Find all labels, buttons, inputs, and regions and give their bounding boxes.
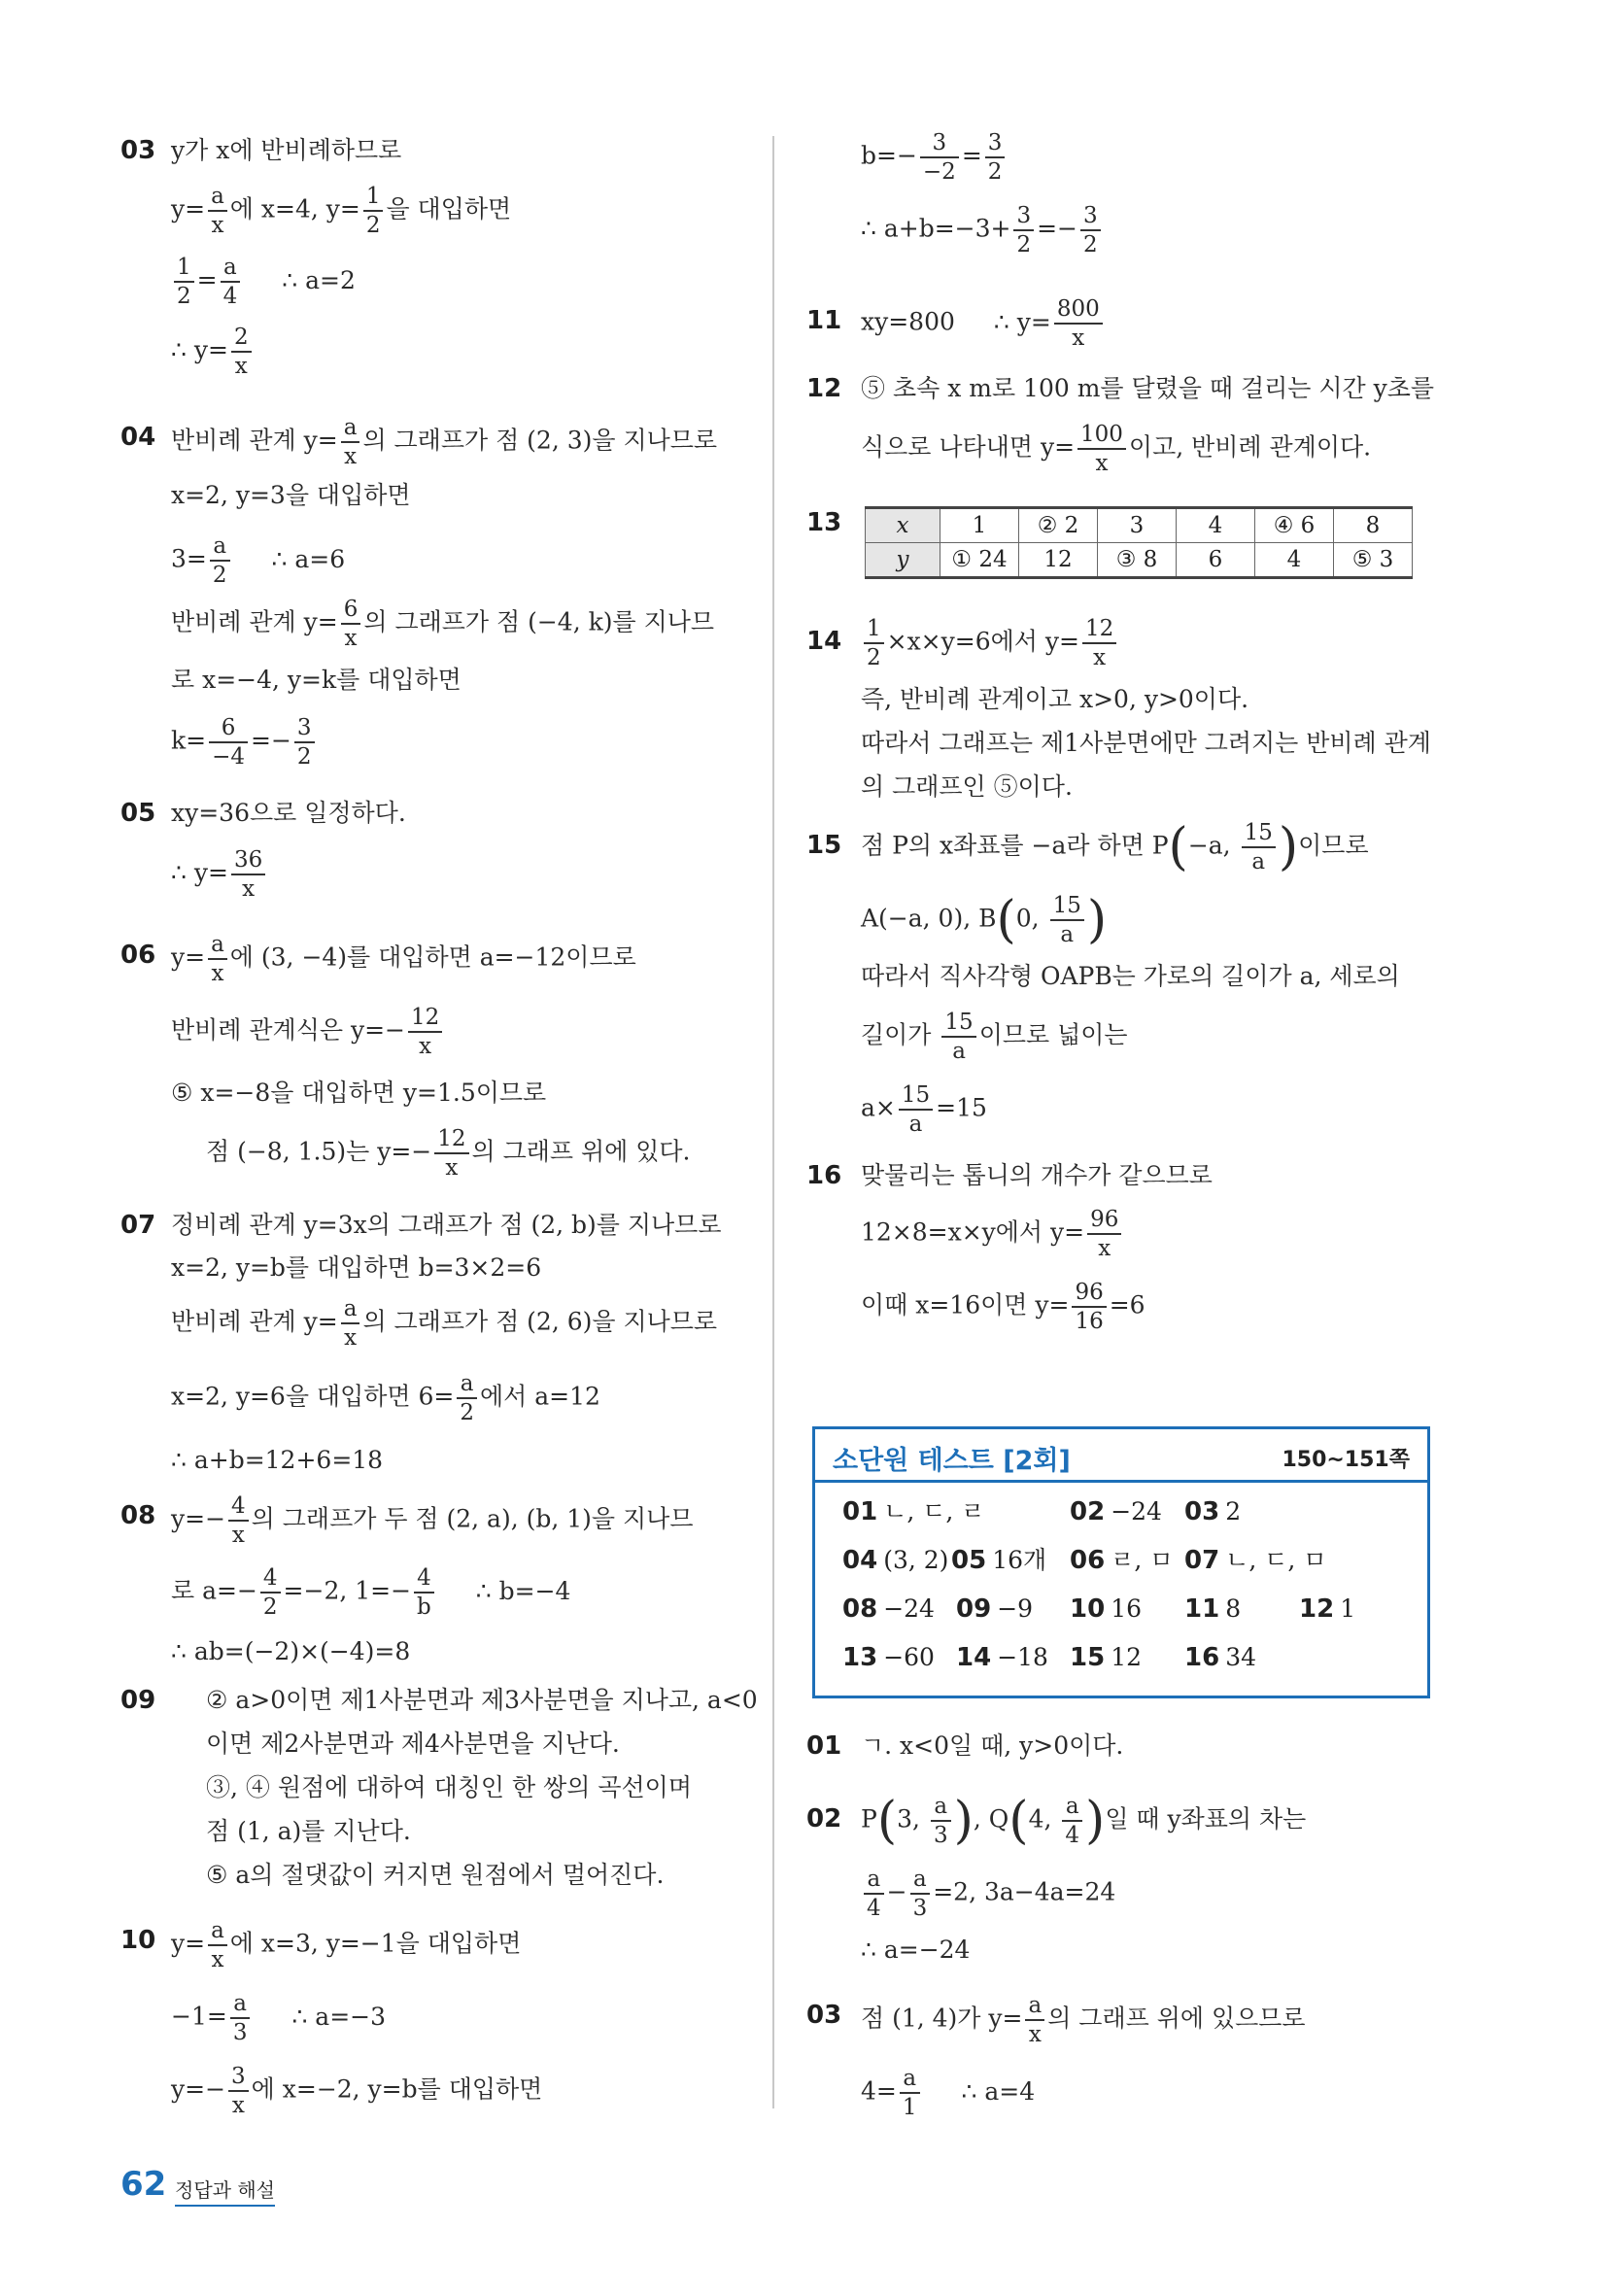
column-divider bbox=[772, 136, 774, 2108]
fraction: $\frac{a}{2}$ bbox=[210, 532, 230, 589]
table-cell: 4 bbox=[1177, 508, 1255, 543]
fraction: $\frac{12}{x}$ bbox=[434, 1125, 468, 1182]
fraction: $\frac{a}{3}$ bbox=[931, 1793, 951, 1849]
problem-number: 02 bbox=[806, 1804, 842, 1833]
text-line: 반비례 관계 y= $\frac{a}{x}$ 의 그래프가 점 (2, 3)을 지나므로 bbox=[171, 415, 718, 469]
fraction: $\frac{100}{x}$ bbox=[1077, 421, 1126, 477]
fraction: $\frac{a}{x}$ bbox=[341, 414, 360, 470]
text-line: $\frac{a}{4}$ − $\frac{a}{3}$ =2, 3a−4a=24 bbox=[861, 1866, 1115, 1922]
table-cell: 8 bbox=[1334, 508, 1413, 543]
text-line: ∴ a+b=12+6=18 bbox=[171, 1446, 384, 1474]
text-line: $\frac{1}{2}$ = $\frac{a}{4}$ ∴ a=2 bbox=[171, 254, 356, 310]
text-line: 4= $\frac{a}{1}$ ∴ a=4 bbox=[861, 2066, 1036, 2120]
text-line: P(3, $\frac{a}{3}$ ), Q(4, $\frac{a}{4}$ )일 때 y좌표의 차는 bbox=[861, 1792, 1307, 1850]
text-line: 3= $\frac{a}{2}$ ∴ a=6 bbox=[171, 533, 346, 588]
fraction: $\frac{15}{a}$ bbox=[941, 1009, 975, 1065]
fraction: $\frac{a}{x}$ bbox=[208, 1917, 227, 1973]
table-cell: ⑤ 3 bbox=[1334, 543, 1413, 578]
fraction: $\frac{3}{2}$ bbox=[1080, 202, 1101, 258]
problem-number: 08 bbox=[120, 1501, 156, 1530]
text-line: y가 x에 반비례하므로 bbox=[171, 136, 402, 164]
fraction: $\frac{3}{2}$ bbox=[1013, 202, 1034, 258]
text-line: 이면 제2사분면과 제4사분면을 지난다. bbox=[206, 1730, 620, 1758]
fraction: $\frac{4}{b}$ bbox=[414, 1564, 434, 1621]
fraction: $\frac{a}{3}$ bbox=[230, 1990, 251, 2046]
unit-test-answer-box bbox=[812, 1426, 1430, 1698]
text-line: x=2, y=b를 대입하면 b=3×2=6 bbox=[171, 1253, 542, 1282]
problem-number: 07 bbox=[120, 1211, 156, 1240]
table-cell: 12 bbox=[1019, 543, 1098, 578]
fraction: $\frac{1}{2}$ bbox=[363, 183, 384, 239]
fraction: $\frac{a}{4}$ bbox=[1062, 1793, 1082, 1849]
fraction: $\frac{6}{-4}$ bbox=[209, 714, 248, 771]
fraction: $\frac{3}{2}$ bbox=[294, 714, 315, 771]
text-line: 반비례 관계 y= $\frac{a}{x}$ 의 그래프가 점 (2, 6)을 지나므로 bbox=[171, 1296, 718, 1351]
text-line: ∴ a+b=−3+ $\frac{3}{2}$ =− $\frac{3}{2}$ bbox=[861, 202, 1104, 258]
fraction: $\frac{a}{3}$ bbox=[910, 1866, 931, 1922]
answer-item: 08 −24 bbox=[842, 1594, 935, 1624]
text-line: y= $\frac{a}{x}$ 에 x=4, y= $\frac{1}{2}$ 을 대입하면 bbox=[171, 184, 512, 238]
table-cell: y bbox=[866, 543, 940, 578]
text-line: 점 P의 x좌표를 −a라 하면 P(−a, $\frac{15}{a}$ )이므로 bbox=[861, 818, 1369, 876]
text-line: 식으로 나타내면 y= $\frac{100}{x}$ 이고, 반비례 관계이다. bbox=[861, 422, 1372, 476]
fraction: $\frac{1}{2}$ bbox=[864, 615, 884, 671]
fraction: $\frac{1}{2}$ bbox=[174, 254, 194, 310]
fraction: $\frac{4}{2}$ bbox=[260, 1564, 281, 1621]
text-line: $\frac{1}{2}$ ×x×y=6에서 y= $\frac{12}{x}$ bbox=[861, 615, 1119, 671]
answer-item: 04 (3, 2) bbox=[842, 1546, 949, 1575]
text-line: y=− $\frac{3}{x}$ 에 x=−2, y=b를 대입하면 bbox=[171, 2064, 543, 2118]
table-row bbox=[866, 508, 1413, 543]
text-line: 정비례 관계 y=3x의 그래프가 점 (2, b)를 지나므로 bbox=[171, 1211, 722, 1239]
text-line: 따라서 직사각형 OAPB는 가로의 길이가 a, 세로의 bbox=[861, 962, 1400, 990]
answer-item: 14 −18 bbox=[956, 1643, 1048, 1672]
answer-item: 13 −60 bbox=[842, 1643, 935, 1672]
text-line: ⑤ a의 절댓값이 커지면 원점에서 멀어진다. bbox=[206, 1861, 665, 1889]
fraction: $\frac{3}{x}$ bbox=[228, 2063, 249, 2119]
text-line: 이때 x=16이면 y= $\frac{96}{16}$ =6 bbox=[861, 1280, 1145, 1334]
problem-number: 14 bbox=[806, 627, 842, 656]
text-line: A(−a, 0), B(0, $\frac{15}{a}$ ) bbox=[861, 891, 1108, 949]
fraction: $\frac{a}{x}$ bbox=[1025, 1992, 1044, 2048]
fraction: $\frac{2}{x}$ bbox=[231, 324, 252, 380]
answer-box-title: 소단원 테스트 [2회] bbox=[833, 1446, 1071, 1476]
fraction: $\frac{96}{x}$ bbox=[1087, 1206, 1121, 1262]
text-line: 로 a=− $\frac{4}{2}$ =−2, 1=− $\frac{4}{b}$ ∴ b=−4 bbox=[171, 1565, 571, 1620]
text-line: ∴ y= $\frac{2}{x}$ bbox=[171, 324, 255, 380]
text-line: xy=800 ∴ y= $\frac{800}{x}$ bbox=[861, 295, 1106, 352]
table-cell: 1 bbox=[940, 508, 1019, 543]
text-line: ∴ a=−24 bbox=[861, 1936, 971, 1964]
fraction: $\frac{4}{x}$ bbox=[228, 1492, 249, 1549]
text-line: y= $\frac{a}{x}$ 에 x=3, y=−1을 대입하면 bbox=[171, 1918, 522, 1972]
text-line: k= $\frac{6}{-4}$ =− $\frac{3}{2}$ bbox=[171, 714, 318, 771]
answer-item: 03 2 bbox=[1184, 1497, 1242, 1526]
fraction: $\frac{a}{4}$ bbox=[864, 1866, 884, 1922]
table-cell: x bbox=[866, 508, 940, 543]
answer-item: 01 ㄴ, ㄷ, ㄹ bbox=[842, 1497, 985, 1526]
problem-number: 03 bbox=[806, 2001, 842, 2030]
text-line: ∴ y= $\frac{36}{x}$ bbox=[171, 846, 268, 903]
text-line: x=2, y=3을 대입하면 bbox=[171, 481, 411, 509]
text-line: 로 x=−4, y=k를 대입하면 bbox=[171, 666, 462, 694]
problem-number: 12 bbox=[806, 374, 842, 403]
answer-item: 09 −9 bbox=[956, 1594, 1034, 1624]
fraction: $\frac{800}{x}$ bbox=[1054, 295, 1103, 352]
answer-box-pages: 150~151쪽 bbox=[1282, 1448, 1410, 1472]
text-line: ∴ ab=(−2)×(−4)=8 bbox=[171, 1637, 411, 1665]
problem-number: 06 bbox=[120, 941, 156, 970]
text-line: ③, ④ 원점에 대하여 대칭인 한 쌍의 곡선이며 bbox=[206, 1773, 692, 1801]
fraction: $\frac{3}{2}$ bbox=[985, 129, 1006, 186]
text-line: 맞물리는 톱니의 개수가 같으므로 bbox=[861, 1161, 1213, 1189]
fraction: $\frac{a}{x}$ bbox=[341, 1295, 360, 1352]
fraction: $\frac{12}{x}$ bbox=[408, 1004, 442, 1060]
text-line: 의 그래프인 ⑤이다. bbox=[861, 772, 1073, 801]
text-line: 점 (−8, 1.5)는 y=− $\frac{12}{x}$ 의 그래프 위에 있다. bbox=[206, 1126, 691, 1181]
fraction: $\frac{15}{a}$ bbox=[1050, 892, 1084, 948]
footer-label: 정답과 해설 bbox=[175, 2175, 275, 2207]
problem-number: 13 bbox=[806, 508, 842, 537]
text-line: y=− $\frac{4}{x}$ 의 그래프가 두 점 (2, a), (b, 1)을 지나므 bbox=[171, 1493, 694, 1548]
problem-number: 03 bbox=[120, 136, 156, 165]
answer-item: 07 ㄴ, ㄷ, ㅁ bbox=[1184, 1546, 1327, 1575]
problem-number: 01 bbox=[806, 1731, 842, 1761]
text-line: a× $\frac{15}{a}$ =15 bbox=[861, 1082, 987, 1137]
answer-item: 06 ㄹ, ㅁ bbox=[1070, 1546, 1174, 1575]
problem-number: 05 bbox=[120, 799, 156, 828]
answer-item: 16 34 bbox=[1184, 1643, 1256, 1672]
answer-item: 11 8 bbox=[1184, 1594, 1242, 1624]
fraction: $\frac{a}{4}$ bbox=[221, 254, 241, 310]
value-table bbox=[865, 506, 1413, 579]
text-line: xy=36으로 일정하다. bbox=[171, 799, 406, 827]
text-line: ② a>0이면 제1사분면과 제3사분면을 지나고, a<0 bbox=[206, 1686, 758, 1714]
text-line: 따라서 그래프는 제1사분면에만 그려지는 반비례 관계 bbox=[861, 729, 1431, 757]
fraction: $\frac{96}{16}$ bbox=[1072, 1279, 1106, 1335]
page-number: 62 bbox=[120, 2165, 167, 2204]
answer-item: 12 1 bbox=[1299, 1594, 1356, 1624]
table-cell: 3 bbox=[1098, 508, 1177, 543]
problem-number: 15 bbox=[806, 831, 842, 860]
fraction: $\frac{6}{x}$ bbox=[341, 596, 361, 652]
problem-number: 11 bbox=[806, 306, 842, 335]
answer-box-header bbox=[815, 1429, 1427, 1483]
fraction: $\frac{3}{-2}$ bbox=[920, 129, 959, 186]
text-line: 반비례 관계식은 y=− $\frac{12}{x}$ bbox=[171, 1004, 445, 1060]
answer-item: 02 −24 bbox=[1070, 1497, 1162, 1526]
fraction: $\frac{12}{x}$ bbox=[1082, 615, 1116, 671]
fraction: $\frac{a}{x}$ bbox=[208, 183, 227, 239]
text-line: 반비례 관계 y= $\frac{6}{x}$ 의 그래프가 점 (−4, k)를 지나므 bbox=[171, 597, 715, 651]
fraction: $\frac{a}{x}$ bbox=[208, 931, 227, 987]
text-line: x=2, y=6을 대입하면 6= $\frac{a}{2}$ 에서 a=12 bbox=[171, 1371, 600, 1425]
table-cell: ③ 8 bbox=[1098, 543, 1177, 578]
fraction: $\frac{15}{a}$ bbox=[899, 1081, 933, 1138]
text-line: ⑤ 초속 x m로 100 m를 달렸을 때 걸리는 시간 y초를 bbox=[861, 374, 1435, 402]
text-line: −1= $\frac{a}{3}$ ∴ a=−3 bbox=[171, 1991, 387, 2045]
problem-number: 04 bbox=[120, 423, 156, 452]
text-line: ⑤ x=−8을 대입하면 y=1.5이므로 bbox=[171, 1079, 547, 1107]
fraction: $\frac{a}{2}$ bbox=[457, 1370, 477, 1426]
fraction: $\frac{36}{x}$ bbox=[231, 846, 265, 903]
answer-item: 10 16 bbox=[1070, 1594, 1142, 1624]
fraction: $\frac{a}{1}$ bbox=[900, 2065, 920, 2121]
text-line: ㄱ. x<0일 때, y>0이다. bbox=[861, 1731, 1124, 1760]
table-cell: ① 24 bbox=[940, 543, 1019, 578]
text-line: 12×8=x×y에서 y= $\frac{96}{x}$ bbox=[861, 1206, 1124, 1262]
text-line: b=− $\frac{3}{-2}$ = $\frac{3}{2}$ bbox=[861, 129, 1008, 186]
problem-number: 10 bbox=[120, 1926, 156, 1955]
fraction: $\frac{15}{a}$ bbox=[1242, 819, 1276, 875]
answer-item: 15 12 bbox=[1070, 1643, 1142, 1672]
table-cell: 6 bbox=[1177, 543, 1255, 578]
table-cell: 4 bbox=[1255, 543, 1334, 578]
problem-number: 16 bbox=[806, 1161, 842, 1190]
text-line: 길이가 $\frac{15}{a}$ 이므로 넓이는 bbox=[861, 1010, 1128, 1064]
text-line: y= $\frac{a}{x}$ 에 (3, −4)를 대입하면 a=−12이므로 bbox=[171, 932, 636, 986]
table-cell: ④ 6 bbox=[1255, 508, 1334, 543]
table-cell: ② 2 bbox=[1019, 508, 1098, 543]
problem-number: 09 bbox=[120, 1686, 156, 1715]
text-line: 즉, 반비례 관계이고 x>0, y>0이다. bbox=[861, 685, 1249, 713]
table-row bbox=[866, 543, 1413, 578]
text-line: 점 (1, 4)가 y= $\frac{a}{x}$ 의 그래프 위에 있으므로 bbox=[861, 1993, 1306, 2047]
answer-item: 05 16개 bbox=[951, 1546, 1047, 1575]
text-line: 점 (1, a)를 지난다. bbox=[206, 1817, 411, 1845]
